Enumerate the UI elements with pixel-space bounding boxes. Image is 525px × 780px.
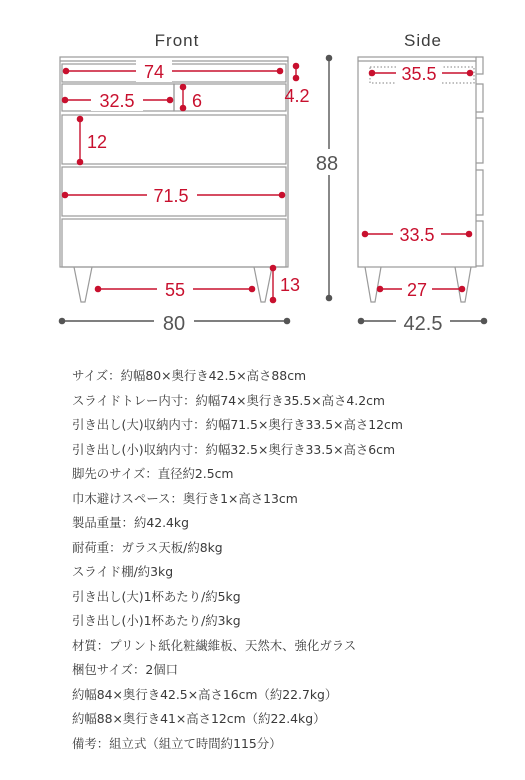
clearance-height-label: 13 — [279, 275, 301, 295]
spec-load-glass: 耐荷重：ガラス天板/約8kg — [72, 539, 223, 555]
drawer-depth-label: 33.5 — [399, 225, 435, 245]
spec-load-small-drawer: 引き出し(小)1杯あたり/約3kg — [72, 613, 241, 628]
spec-size: サイズ：約幅80×奥行き42.5×高さ88cm — [72, 368, 307, 383]
total-width-label: 80 — [162, 313, 186, 335]
spec-tray-inner: スライドトレー内寸：約幅74×奥行き35.5×高さ4.2cm — [72, 392, 385, 408]
spec-baseboard-space: 巾木避けスペース：奥行き1×高さ13cm — [72, 490, 298, 506]
leg-span-label: 55 — [164, 280, 186, 300]
spec-note: 備考：組立式（組立て時間約115分） — [72, 735, 282, 751]
top-depth-label: 35.5 — [401, 64, 437, 84]
front-red-labels — [87, 62, 310, 300]
side-view-title: Side — [403, 31, 443, 50]
small-drawer-height-label: 6 — [191, 91, 203, 111]
spec-list — [72, 364, 512, 756]
spec-leg-size: 脚先のサイズ：直径約2.5cm — [72, 466, 234, 481]
side-red-dimensions — [362, 70, 472, 291]
spec-load-large-drawer: 引き出し(大)1杯あたり/約5kg — [72, 588, 241, 604]
spec-weight: 製品重量：約42.4kg — [72, 515, 189, 530]
spec-large-drawer-inner: 引き出し(大)収納内寸：約幅71.5×奥行き33.5×高さ12cm — [72, 417, 403, 432]
side-red-labels — [399, 64, 436, 300]
side-leg-span-label: 27 — [406, 280, 428, 300]
spec-package: 梱包サイズ：2個口 — [72, 662, 179, 677]
dimension-diagram — [0, 0, 525, 345]
spec-small-drawer-inner: 引き出し(小)収納内寸：約幅32.5×奥行き33.5×高さ6cm — [72, 441, 396, 457]
tray-height-label: 4.2 — [284, 86, 310, 106]
spec-load-shelf: スライド棚/約3kg — [72, 564, 174, 579]
side-furniture — [358, 57, 483, 302]
spec-package-2: 約幅88×奥行き41×高さ12cm（約22.4kg） — [72, 711, 326, 726]
tray-width-label: 74 — [143, 62, 165, 82]
spec-package-1: 約幅84×奥行き42.5×高さ16cm（約22.7kg） — [72, 686, 338, 702]
small-drawer-width-label: 32.5 — [99, 91, 135, 111]
front-view-title: Front — [154, 31, 200, 50]
large-drawer-width-label: 71.5 — [153, 186, 189, 206]
large-drawer-height-label: 12 — [86, 132, 108, 152]
total-depth-label: 42.5 — [403, 313, 443, 335]
total-height-label: 88 — [315, 153, 339, 175]
spec-material: 材質：プリント紙化粧繊維板、天然木、強化ガラス — [72, 637, 357, 653]
